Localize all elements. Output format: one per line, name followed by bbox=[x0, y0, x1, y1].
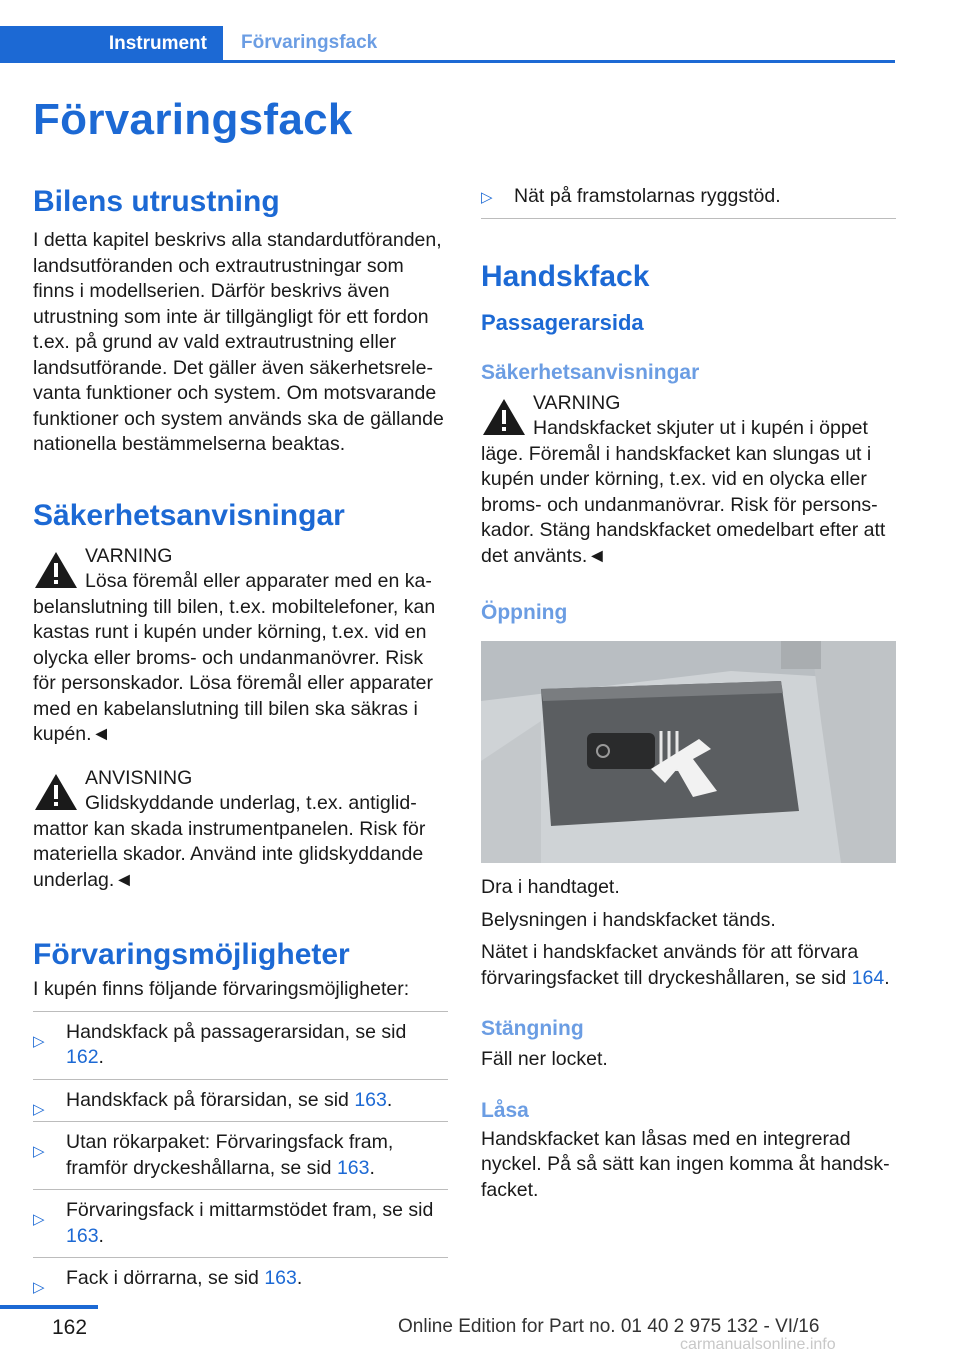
watermark: carmanualsonline.info bbox=[680, 1336, 836, 1353]
bullet-arrow-icon: ▷ bbox=[33, 1100, 45, 1118]
glovebox-figure bbox=[481, 641, 896, 863]
paragraph-close: Fäll ner locket. bbox=[481, 1048, 608, 1070]
bullet-arrow-icon: ▷ bbox=[33, 1279, 45, 1296]
section-handskfack-title: Handskfack bbox=[481, 259, 650, 293]
footer-rule bbox=[0, 1305, 98, 1309]
edition-note: Online Edition for Part no. 01 40 2 975 132 - VI/16 bbox=[398, 1316, 820, 1337]
page-ref-link[interactable]: 163 bbox=[354, 1088, 387, 1111]
paragraph-net: Nätet i handskfacket används för att förvara förvaringsfacket till dryckeshållaren, se sid 164. bbox=[481, 941, 890, 989]
left-column bbox=[33, 184, 448, 1296]
list-item: ▷ Handskfack på passagerarsidan, se sid 162. bbox=[33, 1011, 448, 1071]
section-stangning-title: Stängning bbox=[481, 1017, 584, 1040]
paragraph-light: Belysningen i handskfacket tänds. bbox=[481, 908, 776, 931]
section-sakerhet-sub-title: Säkerhetsanvisningar bbox=[481, 360, 700, 384]
warning-label: VARNING bbox=[85, 544, 173, 567]
warning-text: Lösa föremål eller apparater med en kabelanslutning till bilen, t.ex. mobiltelefoner, kan kastas runt i kupén under körning, t.ex. vid en olycka eller broms- och undanmanövrer. Risk för personskador. Lösa föremål eller apparater med en kabelanslutning till bilen ska säkras i kupén.◄ bbox=[33, 570, 436, 745]
warning-block bbox=[33, 544, 448, 748]
page-ref-link[interactable]: 163 bbox=[336, 1156, 370, 1179]
section-passagerarsida-title: Passagerarsida bbox=[481, 309, 644, 335]
section-sakerhet-title: Säkerhetsanvisningar bbox=[33, 498, 345, 532]
list-separator bbox=[33, 1257, 448, 1258]
list-item: ▷ Fack i dörrarna, se sid 163. bbox=[33, 1257, 448, 1292]
tab-forvaringsfack[interactable]: Förvaringsfack bbox=[241, 32, 378, 53]
storage-list-continued bbox=[481, 184, 896, 210]
note-block bbox=[33, 766, 448, 894]
page-ref-link[interactable]: 163 bbox=[264, 1267, 297, 1289]
list-separator bbox=[481, 218, 896, 219]
section-forvaringsmojligheter-intro: I kupén finns följande förvaringsmöjligheter: bbox=[33, 978, 410, 1000]
right-column bbox=[481, 184, 896, 1203]
list-item: ▷ Nät på framstolarnas ryggstöd. bbox=[481, 184, 896, 210]
list-separator bbox=[33, 1189, 448, 1190]
page-ref-link[interactable]: 163 bbox=[66, 1224, 99, 1247]
note-triangle-icon bbox=[33, 772, 79, 812]
list-item: ▷ Förvaringsfack i mittarmstödet fram, se sid 163. bbox=[33, 1189, 448, 1249]
list-item: ▷ Utan rökarpaket: Förvaringsfack fram, framför dryckeshållarna, se sid 163. bbox=[33, 1121, 448, 1181]
section-forvaringsmojligheter-title: Förvaringsmöjligheter bbox=[33, 938, 350, 971]
page-number: 162 bbox=[52, 1316, 88, 1339]
list-separator bbox=[33, 1079, 448, 1080]
note-label: ANVISNING bbox=[85, 766, 193, 789]
paragraph-lock: Handskfacket kan låsas med en integrerad nyckel. På så sätt kan ingen komma åt handskfacket. bbox=[481, 1127, 890, 1201]
bullet-arrow-icon: ▷ bbox=[33, 1032, 45, 1050]
page-title: Förvaringsfack bbox=[33, 95, 353, 144]
list-separator bbox=[33, 1011, 448, 1012]
note-text: Glidskyddande underlag, t.ex. antiglidmattor kan skada instrumentpanelen. Risk för materiella skador. Använd inte glidskyddande underlag.◄ bbox=[33, 792, 426, 891]
section-bilens-utrustning-body: I detta kapitel beskrivs alla standardutföranden, landsutföranden och extrautrustningar som finns i modellserien. Därför beskrivs även utrustning som inte är tillgängligt för ett fordon t.ex. på grund av vald extrautrustning eller landsutförande. Det gäller även säkerhetsrelevanta funktioner och system. Om motsvarande funktioner och system används ska de gällande nationella bestämmelserna beaktas. bbox=[33, 229, 444, 455]
section-bilens-utrustning-title: Bilens utrustning bbox=[33, 185, 280, 218]
list-separator bbox=[33, 1121, 448, 1122]
header-tabs bbox=[0, 26, 895, 62]
bullet-arrow-icon: ▷ bbox=[33, 1143, 45, 1160]
section-oppning-title: Öppning bbox=[481, 601, 568, 624]
warning-text: Handskfacket skjuter ut i kupén i öppet läge. Föremål i handskfacket kan slungas ut i kupén under körning, t.ex. vid en olycka eller broms- och undanmanövrar. Risk för personskador. Stäng handskfacket omedelbart efter att det använts.◄ bbox=[481, 417, 886, 567]
warning-block bbox=[481, 391, 896, 570]
paragraph-pull-handle: Dra i handtaget. bbox=[481, 876, 620, 898]
list-item: ▷ Handskfack på förarsidan, se sid 163. bbox=[33, 1079, 448, 1114]
bullet-arrow-icon: ▷ bbox=[33, 1211, 45, 1228]
tab-instrument[interactable]: Instrument bbox=[0, 26, 223, 62]
storage-list bbox=[33, 1011, 448, 1296]
page-ref-link[interactable]: 164 bbox=[851, 966, 885, 989]
section-lasa-title: Låsa bbox=[481, 1098, 529, 1122]
warning-triangle-icon bbox=[481, 397, 527, 437]
warning-triangle-icon bbox=[33, 550, 79, 590]
warning-label: VARNING bbox=[533, 391, 621, 414]
page-ref-link[interactable]: 162 bbox=[66, 1046, 99, 1068]
bullet-arrow-icon: ▷ bbox=[481, 189, 493, 206]
